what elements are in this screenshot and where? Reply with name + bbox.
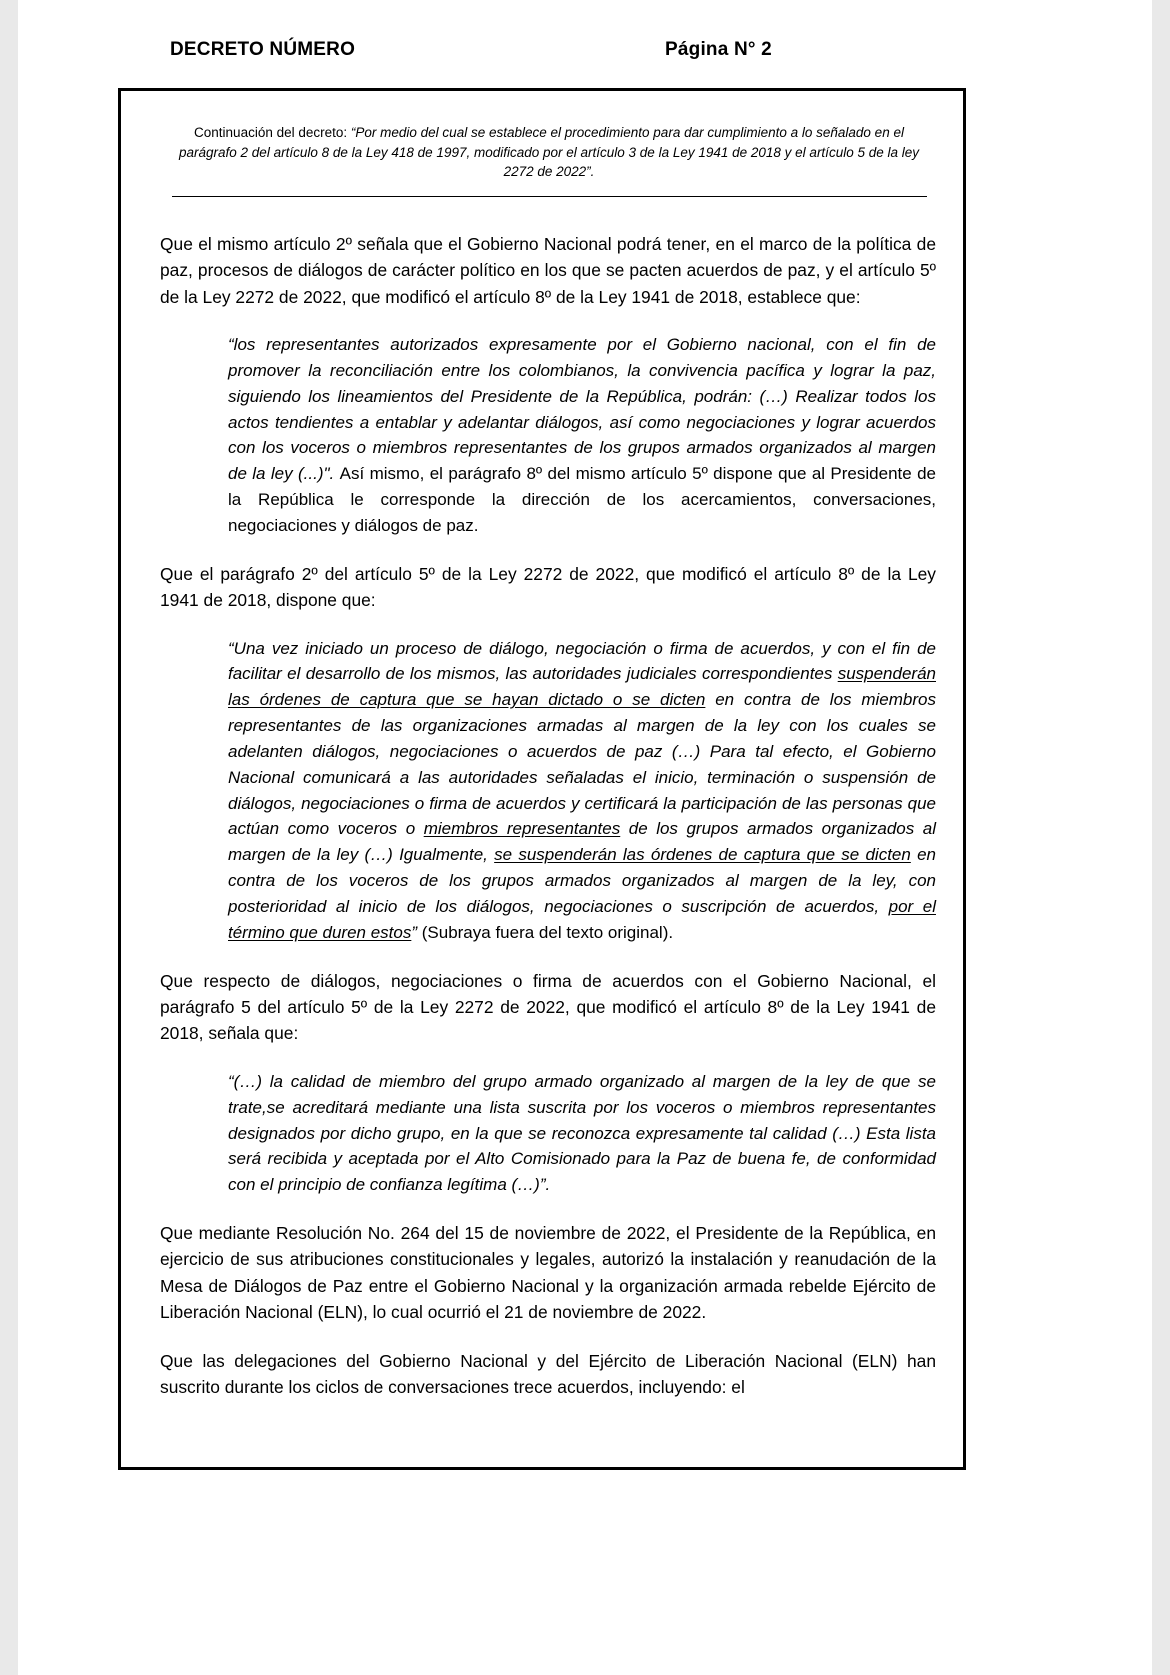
paragraph-resolucion-264: Que mediante Resolución No. 264 del 15 de noviembre de 2022, el Presidente de la República, en ejercicio de sus atribuciones constitucionales y legales, autorizó la instalación y reanudación de la Mesa de Diálogos de Paz entre el Gobierno Nacional y la organización armada rebelde Ejército de Liberación Nacional (ELN), lo cual ocurrió el 21 de noviembre de 2022. xyxy=(160,1223,936,1323)
horizontal-rule-divider xyxy=(172,196,927,197)
document-content-frame xyxy=(118,88,966,1470)
quote2-segment-2: en contra de los miembros representantes de las organizaciones armadas al margen de la ley con los cuales se adelanten diálogos, negociaciones o acuerdos de paz (…) Para tal efecto, el Gobierno Nacional comunicará a las autoridades señaladas el inicio, terminación o suspensión de diálogos, negociaciones o firma de acuerdos y certificará la participación de las personas que actúan como voceros o xyxy=(228,690,936,839)
decree-number-title: DECRETO NÚMERO xyxy=(170,39,356,60)
quote-block-membership-list: “(…) la calidad de miembro del grupo armado organizado al margen de la ley de que se trate,se acreditará mediante una lista suscrita por los voceros o miembros representantes designados por dicho grupo, en la que se reconozca expresamente tal calidad (…) Esta lista será recibida y aceptada por el Alto Comisionado para la Paz de buena fe, de conformidad con el principio de confianza legítima (…)”. xyxy=(228,1071,936,1195)
paragraph-paragrafo-5: Que respecto de diálogos, negociaciones o firma de acuerdos con el Gobierno Nacional, el parágrafo 5 del artículo 5º de la Ley 2272 de 2022, que modificó el artículo 8º de la Ley 1941 de 2018, señala que: xyxy=(160,970,936,1044)
continuation-decree-title: “Por medio del cual se establece el procedimiento para dar cumplimiento a lo señalado en el parágrafo 2 del artículo 8 de la Ley 418 de 1997, modificado por el artículo 3 de la Ley 1941 de 2018 y el artículo 5 de la ley 2272 de 2022”. xyxy=(179,125,919,180)
quote2-segment-4: en contra de los voceros de los grupos armados organizados al margen de la ley, con posterioridad al inicio de los diálogos, negociaciones o suscripción de acuerdos, xyxy=(228,845,936,916)
quote2-underline-3: se suspenderán las órdenes de captura que se dicten xyxy=(494,845,911,865)
quote-block-suspension-orders xyxy=(228,636,936,946)
quote2-segment-1: “Una vez iniciado un proceso de diálogo, negociación o firma de acuerdos, y con el fin de facilitar el desarrollo de los mismos, las autoridades judiciales correspondientes xyxy=(228,638,936,684)
quote2-roman-tail: (Subraya fuera del texto original). xyxy=(417,922,674,942)
continuation-lead-text: Continuación del decreto: xyxy=(194,125,351,140)
quote2-segment-3: de los grupos armados organizados al margen de la ley (…) Igualmente, xyxy=(228,819,936,865)
quote2-underline-2: miembros representantes xyxy=(423,819,621,839)
document-inner-content xyxy=(156,123,942,1401)
continuation-note xyxy=(156,123,942,182)
quote-roman-segment: Así mismo, el parágrafo 8º del mismo artículo 5º dispone que al Presidente de la República le corresponde la dirección de los acercamientos, conversaciones, negociaciones y diálogos de paz. xyxy=(228,464,936,535)
quote-block-representatives xyxy=(228,332,936,539)
quote2-segment-5: ” xyxy=(411,922,418,942)
page-number-label: Página N° 2 xyxy=(665,39,772,60)
paragraph-article-2: Que el mismo artículo 2º señala que el Gobierno Nacional podrá tener, en el marco de la política de paz, procesos de diálogos de carácter político en los que se pacten acuerdos de paz, y el artículo 5º de la Ley 2272 de 2022, que modificó el artículo 8º de la Ley 1941 de 2018, establece que: xyxy=(160,233,936,307)
paragraph-delegaciones-eln: Que las delegaciones del Gobierno Nacional y del Ejército de Liberación Nacional (ELN) han suscrito durante los ciclos de conversaciones trece acuerdos, incluyendo: el xyxy=(160,1350,936,1398)
quote-italic-segment: “los representantes autorizados expresamente por el Gobierno nacional, con el fin de promover la reconciliación entre los colombianos, la convivencia pacífica y lograr la paz, siguiendo los lineamientos del Presidente de la República, podrán: (…) Realizar todos los actos tendientes a entablar y adelantar diálogos, así como negociaciones y lograr acuerdos con los voceros o miembros representantes de los grupos armados organizados al margen de la ley (...)". xyxy=(228,335,936,484)
quote2-underline-4: por el término que duren estos xyxy=(228,896,936,942)
paragraph-paragrafo-2: Que el parágrafo 2º del artículo 5º de la Ley 2272 de 2022, que modificó el artículo 8º de la Ley 1941 de 2018, dispone que: xyxy=(160,563,936,611)
document-body xyxy=(156,231,942,1401)
page-right-margin-shade xyxy=(1152,0,1170,1675)
document-header xyxy=(0,30,1170,70)
page-left-margin-shade xyxy=(0,0,18,1675)
quote2-underline-1: suspenderán las órdenes de captura que se hayan dictado o se dicten xyxy=(228,664,936,710)
